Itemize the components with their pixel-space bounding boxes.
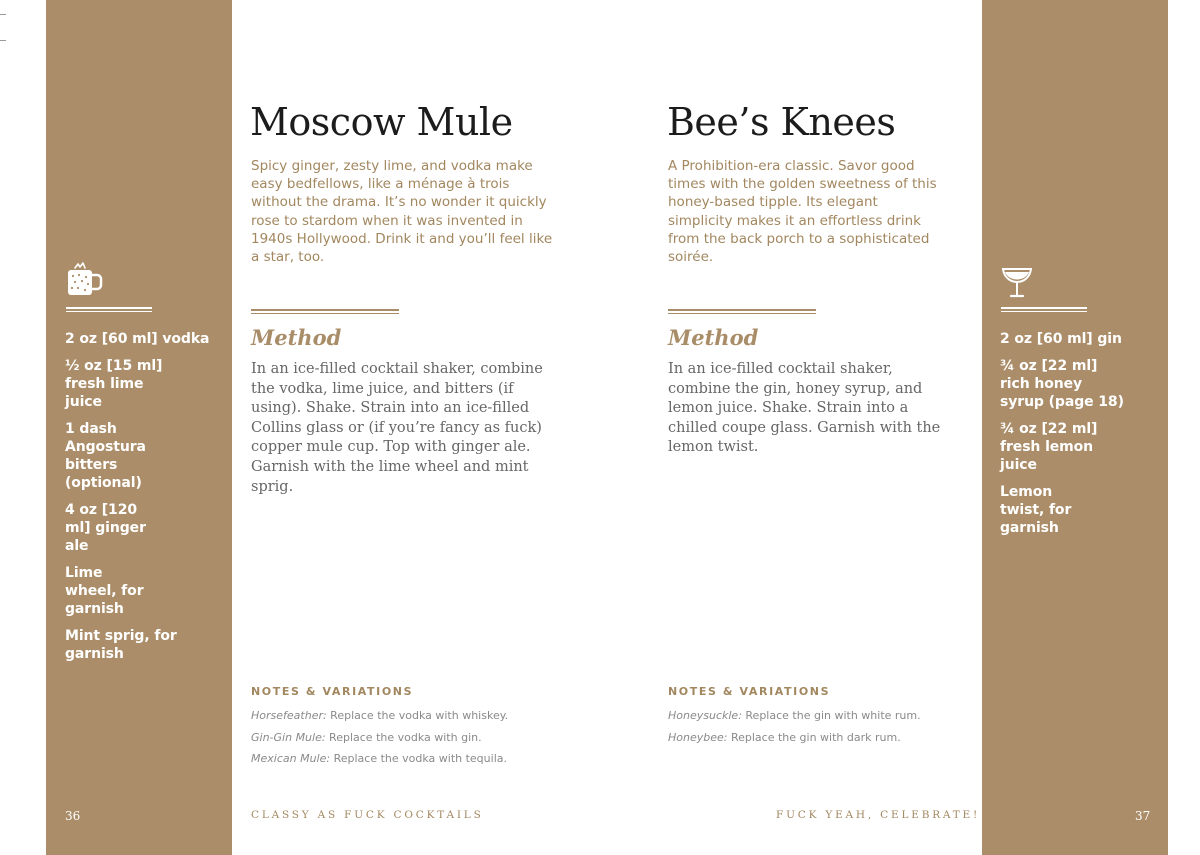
- method-divider: [668, 309, 816, 314]
- method-text: In an ice-filled cocktail shaker, combine the vodka, lime juice, and bitters (if using). Shake. Strain into an ice-filled Collins glass or (if you’re fancy as fuck) copper mule cup. Top with ginger ale. Garnish with the lime wheel and mint sprig.: [251, 361, 543, 495]
- ingredient-item: Lime wheel, for garnish: [65, 565, 144, 617]
- note-item: Gin-Gin Mule: Replace the vodka with gin.: [251, 730, 482, 744]
- recipe-intro: A Prohibition-era classic. Savor good times with the golden sweetness of this honey-based tipple. Its elegant simplicity makes it an effortless drink from the back porch to a sophisticated soirée.: [668, 158, 937, 266]
- ingredient-list: [1000, 330, 1160, 546]
- note-item: Honeysuckle: Replace the gin with white rum.: [668, 709, 921, 722]
- notes-list: [251, 709, 571, 774]
- ingredient-item: ¾ oz [22 ml] fresh lemon juice: [1000, 421, 1098, 473]
- coupe-glass-icon: [1001, 267, 1033, 299]
- crop-mark: [0, 14, 6, 15]
- sidebar-divider: [66, 307, 152, 312]
- method-text: In an ice-filled cocktail shaker, combine the gin, honey syrup, and lemon juice. Shake. Strain into a chilled coupe glass. Garnish with the lemon twist.: [668, 361, 941, 456]
- ingredient-item: 4 oz [120 ml] ginger ale: [65, 502, 146, 554]
- ingredient-item: 2 oz [60 ml] vodka: [65, 331, 210, 347]
- method-heading: Method: [668, 325, 759, 350]
- page-number: 36: [65, 809, 81, 823]
- ingredient-item: 2 oz [60 ml] gin: [1000, 331, 1122, 347]
- recipe-intro: Spicy ginger, zesty lime, and vodka make easy bedfellows, like a ménage à trois without the drama. It’s no wonder it quickly rose to stardom when it was invented in 1940s Hollywood. Drink it and you’ll feel like a star, too.: [251, 158, 553, 266]
- notes-heading: NOTES & VARIATIONS: [668, 685, 831, 698]
- ingredient-item: ¾ oz [22 ml] rich honey syrup (page 18): [1000, 358, 1124, 410]
- note-item: Mexican Mule: Replace the vodka with tequila.: [251, 752, 507, 765]
- ingredient-item: Lemon twist, for garnish: [1000, 484, 1072, 536]
- notes-heading: NOTES & VARIATIONS: [251, 685, 414, 698]
- ingredient-item: Mint sprig, for garnish: [65, 628, 177, 662]
- crop-mark: [0, 40, 6, 41]
- running-head: CLASSY AS FUCK COCKTAILS: [251, 809, 484, 821]
- note-item: Honeybee: Replace the gin with dark rum.: [668, 730, 901, 744]
- sidebar-divider: [1001, 307, 1087, 312]
- ingredient-list: [65, 330, 225, 672]
- ingredient-item: 1 dash Angostura bitters (optional): [65, 421, 146, 491]
- recipe-title: Bee’s Knees: [667, 100, 896, 144]
- ingredient-item: ½ oz [15 ml] fresh lime juice: [65, 358, 163, 410]
- notes-list: [668, 709, 968, 752]
- running-head: FUCK YEAH, CELEBRATE!: [776, 809, 981, 821]
- mule-mug-icon: [66, 262, 104, 298]
- method-divider: [251, 309, 399, 314]
- note-item: Horsefeather: Replace the vodka with whiskey.: [251, 709, 509, 722]
- method-heading: Method: [251, 325, 342, 350]
- recipe-title: Moscow Mule: [250, 100, 513, 144]
- page-number: 37: [1135, 809, 1151, 823]
